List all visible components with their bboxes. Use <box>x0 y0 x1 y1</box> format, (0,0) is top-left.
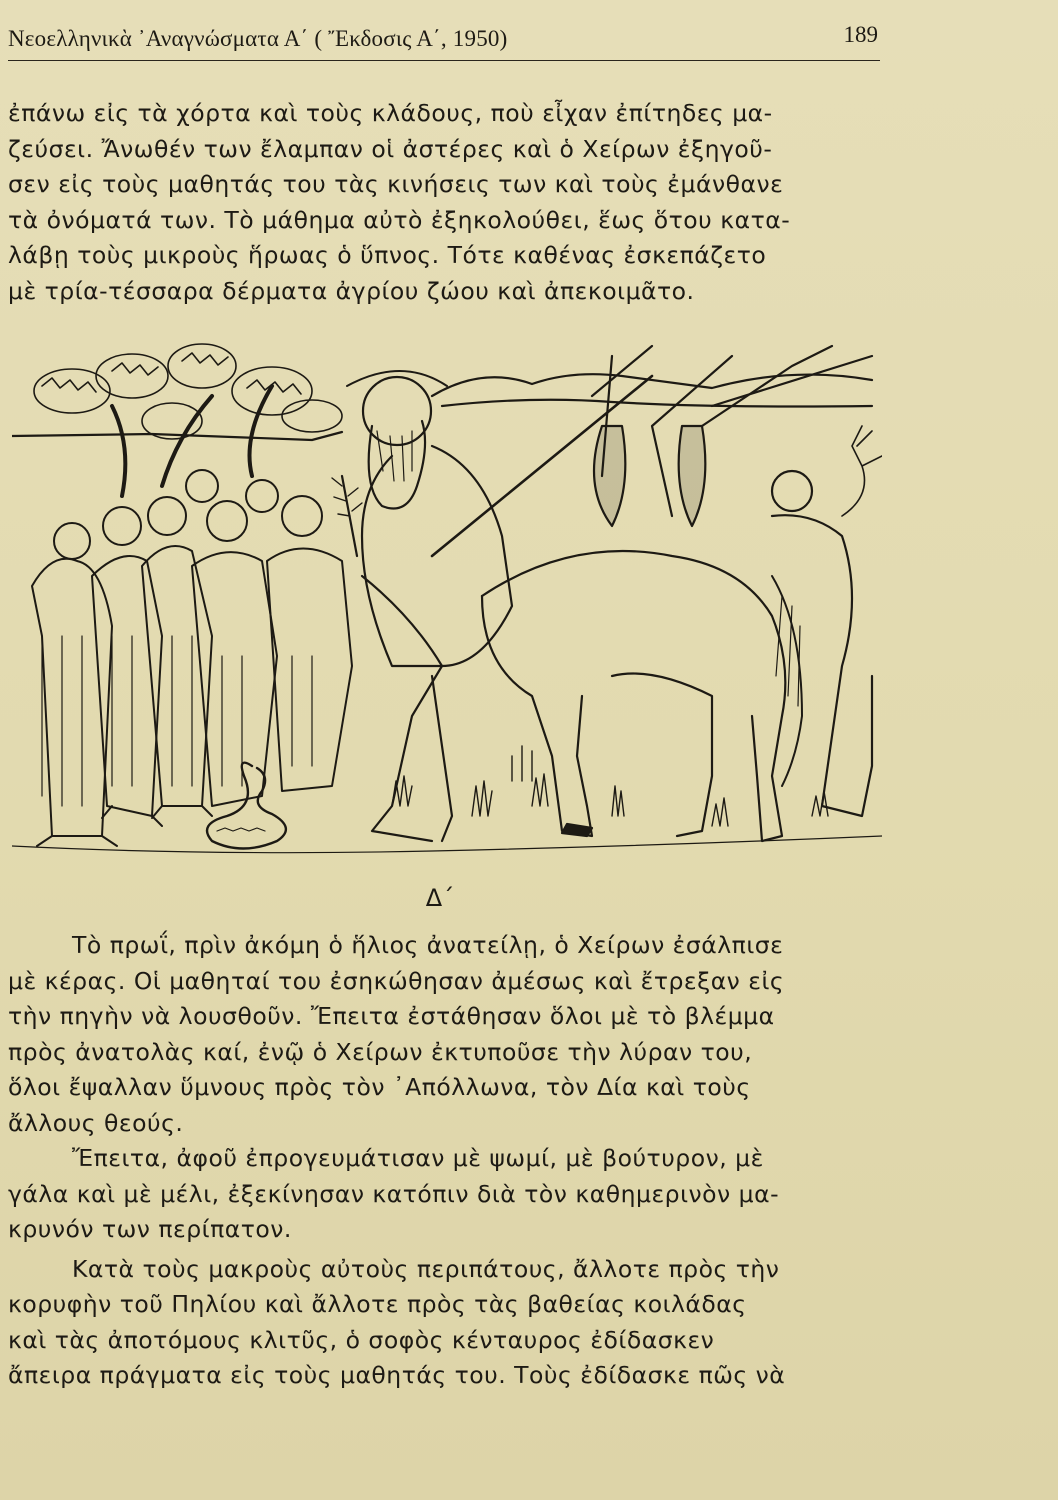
text-line: ζεύσει. Ἄνωθέν των ἔλαμπαν οἱ ἀστέρες καὶ ὁ Χείρων ἐξηγοῦ- <box>8 134 773 163</box>
text-line: Ἔπειτα, ἀφοῦ ἐπρογευμάτισαν μὲ ψωμί, μὲ βούτυρον, μὲ <box>72 1144 764 1172</box>
running-title: Νεοελληνικὰ ᾿Αναγνώσματα Α΄ ( Ἔκδοσις Α΄, 1950) <box>8 26 508 51</box>
text-line: ἐπάνω εἰς τὰ χόρτα καὶ τοὺς κλάδους, ποὺ εἶχαν ἐπίτηδες μα- <box>8 99 773 127</box>
paragraph <box>8 928 888 1141</box>
running-header <box>8 22 880 61</box>
text-line: τὴν πηγὴν νὰ λουσθοῦν. Ἔπειτα ἐστάθησαν ὅλοι μὲ τὸ βλέμμα <box>8 1002 775 1030</box>
text-line: τὰ ὀνόματά των. Τὸ μάθημα αὐτὸ ἐξηκολούθει, ἕως ὅτου κατα- <box>8 205 791 234</box>
text-line: κορυφὴν τοῦ Πηλίου καὶ ἄλλοτε πρὸς τὰς βαθείας κοιλάδας <box>8 1290 747 1318</box>
top-paragraph <box>8 96 888 309</box>
text-line: Κατὰ τοὺς μακροὺς αὐτοὺς περιπάτους, ἄλλοτε πρὸς τὴν <box>72 1254 780 1283</box>
text-line: μὲ τρία-τέσσαρα δέρματα ἀγρίου ζώου καὶ ἀπεκοιμᾶτο. <box>8 276 695 305</box>
text-line: κρυνόν των περίπατον. <box>8 1215 292 1243</box>
section-heading: Δ΄ <box>425 884 455 912</box>
page-number: 189 <box>843 22 878 47</box>
text-line: καὶ τὰς ἀποτόμους κλιτῦς, ὁ σοφὸς κένταυρος ἐδίδασκεν <box>8 1325 715 1354</box>
text-line: ἄπειρα πράγματα εἰς τοὺς μαθητάς του. Τοὺς ἐδίδασκε πῶς νὰ <box>8 1361 786 1389</box>
text-line: λάβῃ τοὺς μικροὺς ἥρωας ὁ ὕπνος. Τότε καθένας ἐσκεπάζετο <box>8 241 767 269</box>
main-text <box>8 928 888 1394</box>
text-line: γάλα καὶ μὲ μέλι, ἐξεκίνησαν κατόπιν διὰ τὸν καθημερινὸν μα- <box>8 1179 780 1208</box>
text-line: σεν εἰς τοὺς μαθητάς του τὰς κινήσεις των καὶ τοὺς ἐμάνθανε <box>8 170 784 198</box>
text-line: Τὸ πρωΐ, πρὶν ἀκόμη ὁ ἥλιος ἀνατείλῃ, ὁ Χείρων ἐσάλπισε <box>72 931 784 959</box>
text-line: ἄλλους θεούς. <box>8 1108 184 1137</box>
text-line: πρὸς ἀνατολὰς καί, ἐνῷ ὁ Χείρων ἐκτυποῦσε τὴν λύραν του, <box>8 1037 753 1066</box>
paragraph <box>8 1252 888 1394</box>
centaur-illustration <box>12 336 882 864</box>
text-line: μὲ κέρας. Οἱ μαθηταί του ἐσηκώθησαν ἀμέσως καὶ ἔτρεξαν εἰς <box>8 966 785 995</box>
paragraph <box>8 1141 888 1248</box>
text-line: ὅλοι ἔψαλλαν ὕμνους πρὸς τὸν ᾿Απόλλωνα, τὸν Δία καὶ τοὺς <box>8 1073 751 1101</box>
